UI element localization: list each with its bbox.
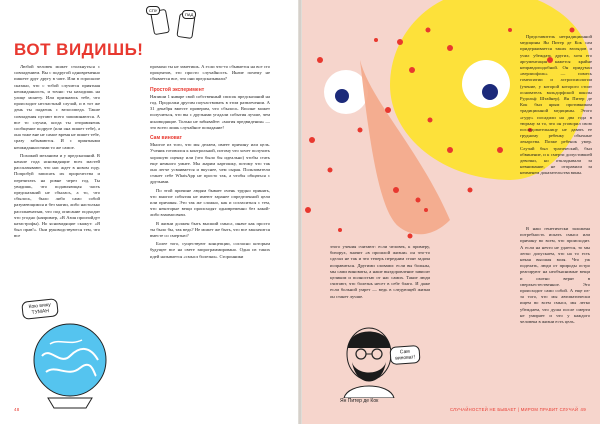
paragraph: промахи ты не заметишь. А если что-то сбывается на все сто процентов, это просто случайность. Иначе почему не сбывается все, что они предсказывали? xyxy=(150,64,270,82)
phone-bubble: СПУ xyxy=(146,6,160,15)
speech-bubble: Сам виноват! xyxy=(389,345,420,365)
paragraph: Более того, существуют концепции, согласно которым будущее все на свете запрограммировано. Одна из таких идей называется «смысл болезни». Сторонники xyxy=(150,241,270,259)
section-title: Сам виноват xyxy=(150,135,182,142)
page-number: 48 xyxy=(14,407,20,412)
speech-bubble: Кою вижу ТУМАН xyxy=(21,298,59,320)
paragraph: В жизни должен быть высший смысл, иначе как просто ты было бы, так ведь? Не может же быть, что все закончится вместе со смертью? xyxy=(150,220,270,239)
column-a xyxy=(14,64,100,242)
column-e xyxy=(520,226,590,327)
running-footer: СЛУЧАЙНОСТЕЙ НЕ БЫВАЕТ | МИРОМ ПРАВИТ СЛУЧАЙ xyxy=(450,407,579,412)
crystal-ball-icon xyxy=(20,316,120,416)
paragraph: По этой причине людям бывает очень трудно принять, что многие события не имеют заранее определенной цели или причины. Это так же сложно, как и согласиться с тем, что некоторые вещи происходят одновременно без какой-либо взаимосвязи. xyxy=(150,187,270,218)
paragraph: Представитель нетрадиционной медицины Ян Питер де Кок сам придерживается таких взглядов и учил убеждать других, хотя его аргументация кажется крайне неправдоподобной. Он придумал «верлиофоль» — помесь гомеопатии и астропсиологии (учение, у которой которого стоит основатель вальдорфской школы Рудольф Штайнер). Ян Питер де Кок был ярым противником традиционной медицины. Этого «гуру» посадили на два года в тюрьму за то, что он уговорил свою последовательницу не давать ее грудному ребенку обычные лекарства. Позже ребенок умер. Случай был трагический, был обвинение, и к смерти допустившей девочки, но откладывали за невнимание, не отправили за неименем доказательства вины. xyxy=(520,34,592,176)
paragraph: Любой человек может столкнуться с совпадением. Вы с подругой одновременно пишете друг другу в чате. Или в горoскопе сказано, что с тобой случится приятная неожиданность, и точно: ты находишь на улице монету. Или признаюсь тебе, что происходит несчастный случай, и в тот же день ты падаешь с велосипеда. Такие совпадения пугают всего запоминаются. А все то случаи, когда ты отправляешь сообщение подруге (или она пишет тебе), а она тоже вне не самое время не пишет тебе, сразу забываются. И с приятными неожиданностями то же самое. xyxy=(14,64,100,150)
paragraph: Напиши 1 январе свой собственный список предсказаний на год. Продолжи другим поучаствовать в этом развлечении. А 31 декабря вместе проверим, что сбылось. Вполне может получиться, что вы с друзьями угадали события лучше, чем ясновидящие. Только не забывайте: «магия предвидения» — это всего лишь случайное попадание! xyxy=(150,93,270,130)
page-number: 49 xyxy=(580,407,586,412)
column-d xyxy=(520,34,592,179)
paragraph: В наш генетически заложена потребность искать смысл или причину во всем, что происходит. А если на нечто не удается, то мы легко допускаем, что на то есть некая высшая воля. Что уж поделать, люди от природы остро реагируют на необъяснимые вещи и охотно верят в сверхъестественное. Это происходит само собой. А еще из-за того, что мы автоматически ищем во всем смысл, мы легко убеждаем, что душа после смерти не умирает и что у каждого человека в жизни есть цель. xyxy=(520,226,590,325)
paragraph: Похожий механизм и у предсказаний. В начале года ясновидящие всех мастей рассказывают, что нас ждет в новом году. Попробуй записать их пророчества и перечитать на ровне через год. Ты увидишь, что подавляющая часть предсказаний не сбылась, а то, что сбылось, было либо само собой разумеющимся и без магии, либо настолько расплывчатым, что под описание подходит что угодно (например, «В Азия произойдут катастрофы). Но ясновидящие скажут: «Я был прав!». Они руководствуются тем, что все xyxy=(14,152,100,239)
spine xyxy=(298,0,302,424)
portrait-caption: Ян Питер де Кок xyxy=(340,398,379,404)
paragraph: Многое из того, что мы делаем, имеет причину или цель. Ученик готовился к контрольной, потому что хочет получить хорошую оценку или (что было бы идеально) чтобы стать еще немного умнее. Мы жарим картошку, потому что так она легче усваивается и вкуснее, чем сырая. Пользователи станет себе WhatsApp не просто так, а чтобы общаться с друзьями. xyxy=(150,142,270,185)
column-b xyxy=(150,64,270,262)
right-page xyxy=(300,0,600,424)
phone-bubble: ПАД xyxy=(182,10,196,19)
page-title: ВОТ ВИДИШЬ! xyxy=(14,40,144,59)
column-middle xyxy=(330,244,430,302)
paragraph: этого учения считают: если человек, к примеру, бизорух, значит «в прошлой жизни» он что-то сделал не так и что теперь передним стоят задача исправиться. Другими словами: если вы больны, мы сами виноваты, а наше выздоровление зависит целиком и полностью от нас самих. Такие люди считают, что болезнь несет в себе благо. И даже если больной умрет — ведь в следующей жизни он станет лучше. xyxy=(330,244,430,299)
section-title: Простой эксперимент xyxy=(150,86,205,93)
